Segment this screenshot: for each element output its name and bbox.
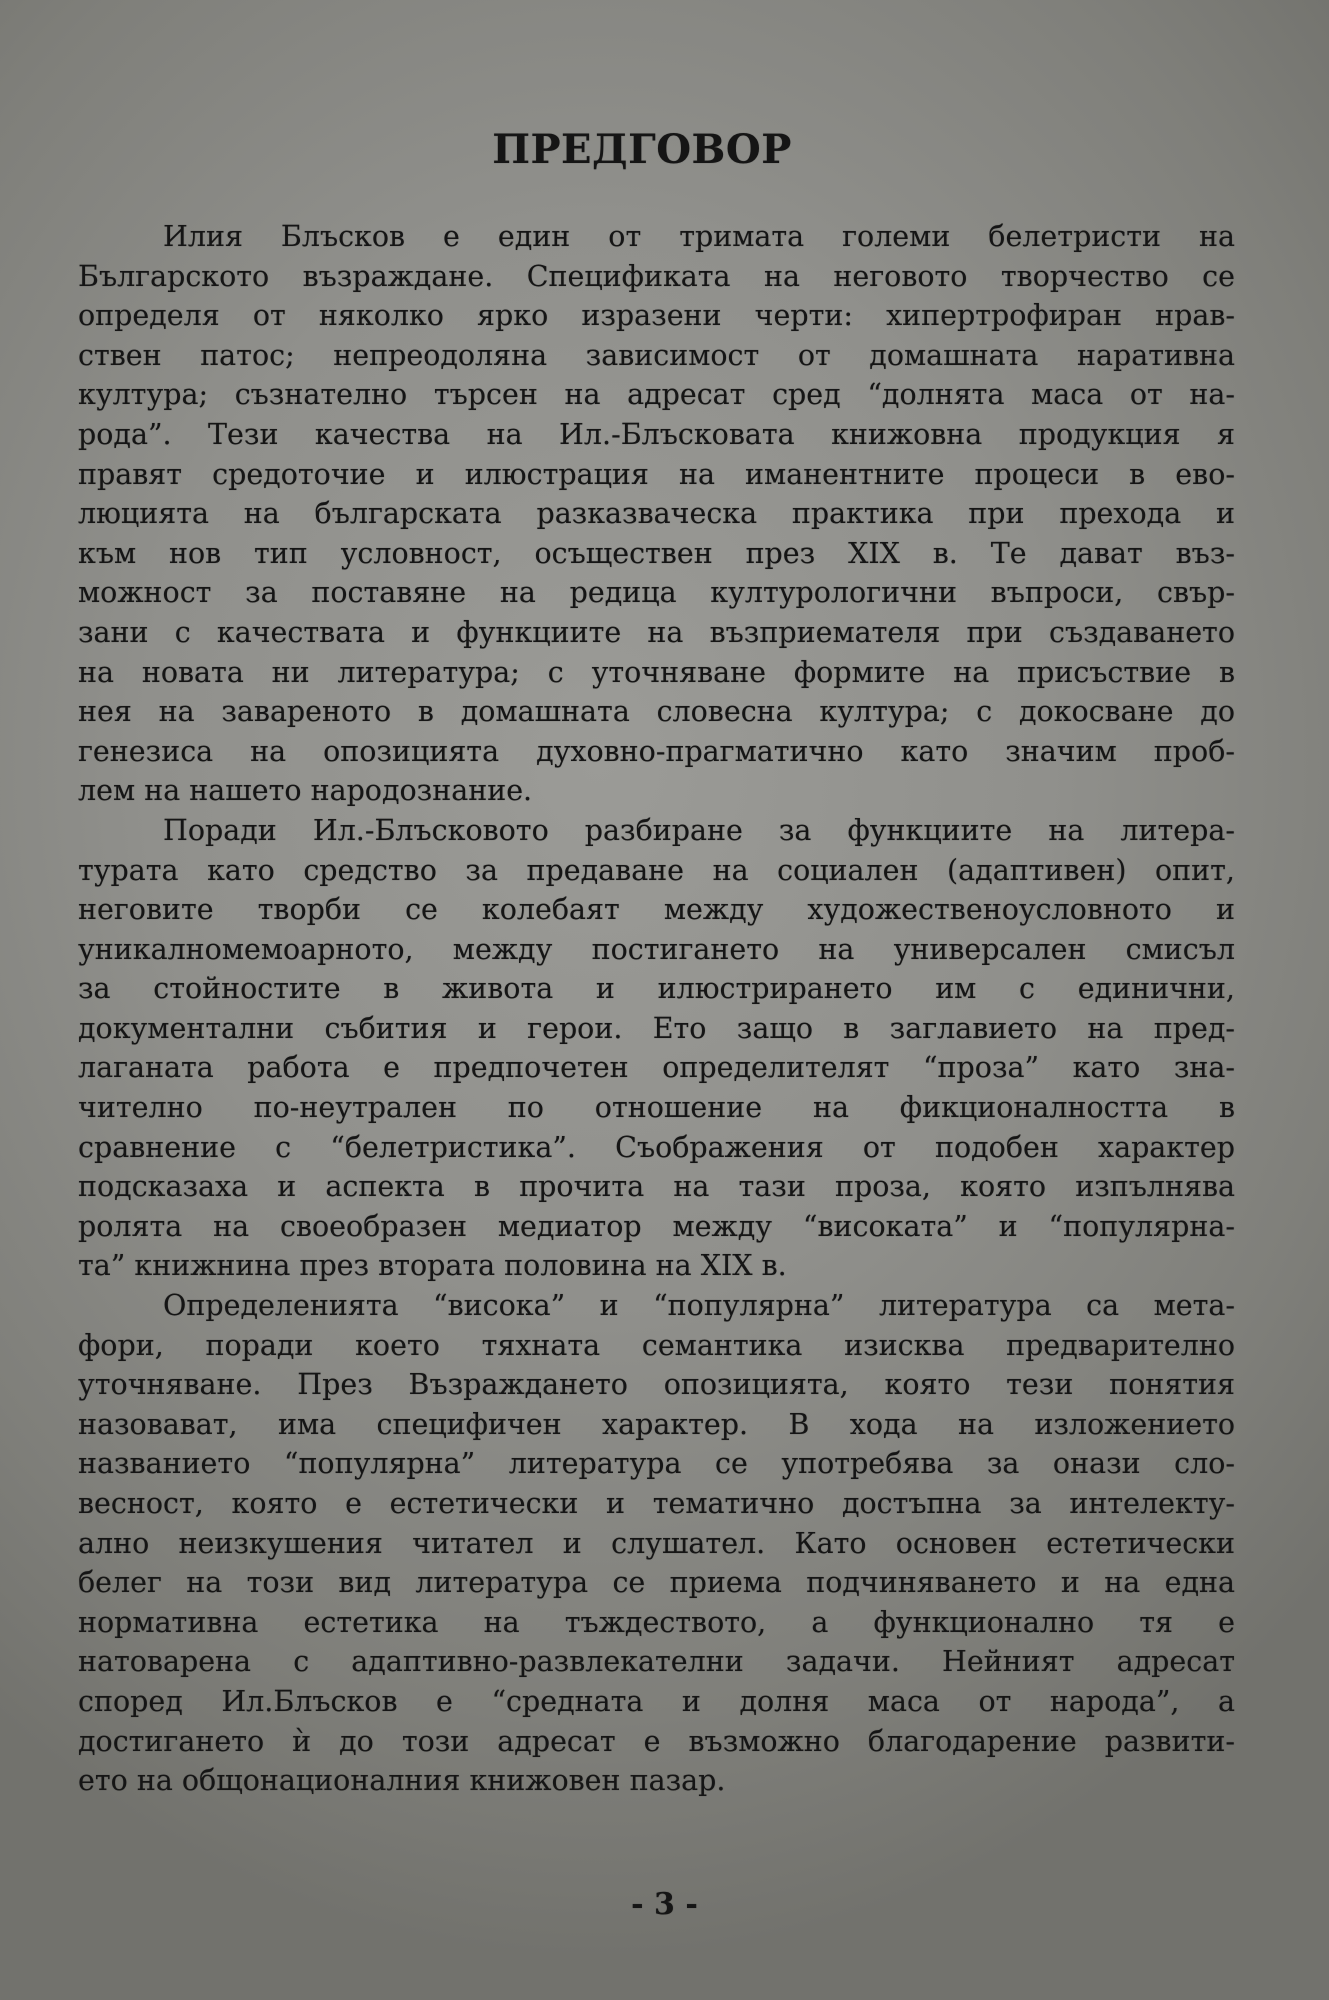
text-line: уточняване. През Възраждането опозицията, която тези понятия — [78, 1368, 1235, 1402]
paragraph-3 — [78, 1286, 1235, 1801]
text-line: нормативна естетика на тъждеството, а функционално тя е — [78, 1605, 1235, 1639]
text-line: уникалномемоарното, между постигането на универсален смисъл — [78, 932, 1235, 966]
text-line: зани с качествата и функциите на възприемателя при създаването — [78, 615, 1235, 649]
text-line: фори, поради което тяхната семантика изисква предварително — [78, 1328, 1235, 1362]
text-line: турата като средство за предаване на социален (адаптивен) опит, — [78, 853, 1235, 887]
text-line: ето на общонационалния книжовен пазар. — [78, 1764, 726, 1798]
text-line: весност, която е естетически и тематично достъпна за интелекту- — [78, 1487, 1235, 1520]
body-text — [78, 217, 1235, 1801]
text-line: подсказаха и аспекта в прочита на тази проза, която изпълнява — [78, 1170, 1235, 1204]
text-line: белег на този вид литература се приема подчиняването и на една — [78, 1566, 1235, 1600]
text-line: Определенията “висока” и “популярна” литература са мета- — [163, 1289, 1235, 1323]
text-line: Поради Ил.-Блъсковото разбиране за функциите на литера- — [163, 813, 1235, 847]
text-line: Илия Блъсков е един от тримата големи белетристи на — [163, 220, 1235, 253]
text-line: култура; съзнателно търсен на адресат сред “долнята маса от на- — [78, 378, 1235, 412]
page-number: - 3 - — [631, 1887, 698, 1922]
page-title: ПРЕДГОВОР — [492, 126, 792, 173]
paragraph-2 — [78, 811, 1235, 1286]
text-line: назовават, има специфичен характер. В хода на изложението — [78, 1407, 1235, 1441]
text-line: рода”. Тези качества на Ил.-Блъсковата книжовна продукция я — [78, 417, 1235, 451]
text-line: ално неизкушения читател и слушател. Като основен естетически — [78, 1526, 1235, 1560]
text-line: определя от няколко ярко изразени черти: хипертрофиран нрав- — [78, 299, 1235, 333]
text-line: ствен патос; непреодоляна зависимост от домашната наративна — [78, 338, 1235, 372]
paragraph-1 — [78, 217, 1235, 811]
text-line: натоварена с адаптивно-развлекателни задачи. Нейният адресат — [78, 1645, 1235, 1679]
text-line: за стойностите в живота и илюстрирането им с единични, — [78, 972, 1235, 1006]
text-line: люцията на българската разказваческа практика при прехода и — [78, 497, 1235, 531]
text-line: лаганата работа е предпочетен определителят “проза” като зна- — [78, 1051, 1235, 1085]
text-line: неговите творби се колебаят между художественоусловното и — [78, 893, 1235, 927]
text-line: според Ил.Блъсков е “средната и долня маса от народа”, а — [78, 1684, 1235, 1718]
text-line: на новата ни литература; с уточняване формите на присъствие в — [78, 655, 1235, 689]
text-line: можност за поставяне на редица културологични въпроси, свър- — [78, 576, 1235, 610]
text-line: към нов тип условност, осъществен през XIX в. Те дават въз- — [78, 536, 1235, 570]
text-line: та” книжнина през втората половина на XIX в. — [78, 1249, 787, 1283]
text-line: сравнение с “белетристика”. Съображения от подобен характер — [78, 1130, 1235, 1164]
text-line: лем на нашето народознание. — [78, 774, 533, 808]
text-line: названието “популярна” литература се употребява за онази сло- — [78, 1447, 1235, 1481]
text-line: достигането ѝ до този адресат е възможно благодарение развити- — [78, 1724, 1235, 1758]
text-line: документални събития и герои. Ето защо в заглавието на пред- — [78, 1011, 1235, 1045]
text-line: чително по-неутрален по отношение на фикционалността в — [78, 1091, 1235, 1125]
text-line: генезиса на опозицията духовно-прагматично като значим проб- — [78, 734, 1235, 768]
text-line: правят средоточие и илюстрация на иманентните процеси в ево- — [78, 457, 1235, 491]
text-line: ролята на своеобразен медиатор между “високата” и “популярна- — [78, 1209, 1235, 1243]
text-line: нея на завареното в домашната словесна култура; с докосване до — [78, 695, 1235, 729]
text-line: Българското възраждане. Спецификата на неговото творчество се — [78, 259, 1235, 293]
